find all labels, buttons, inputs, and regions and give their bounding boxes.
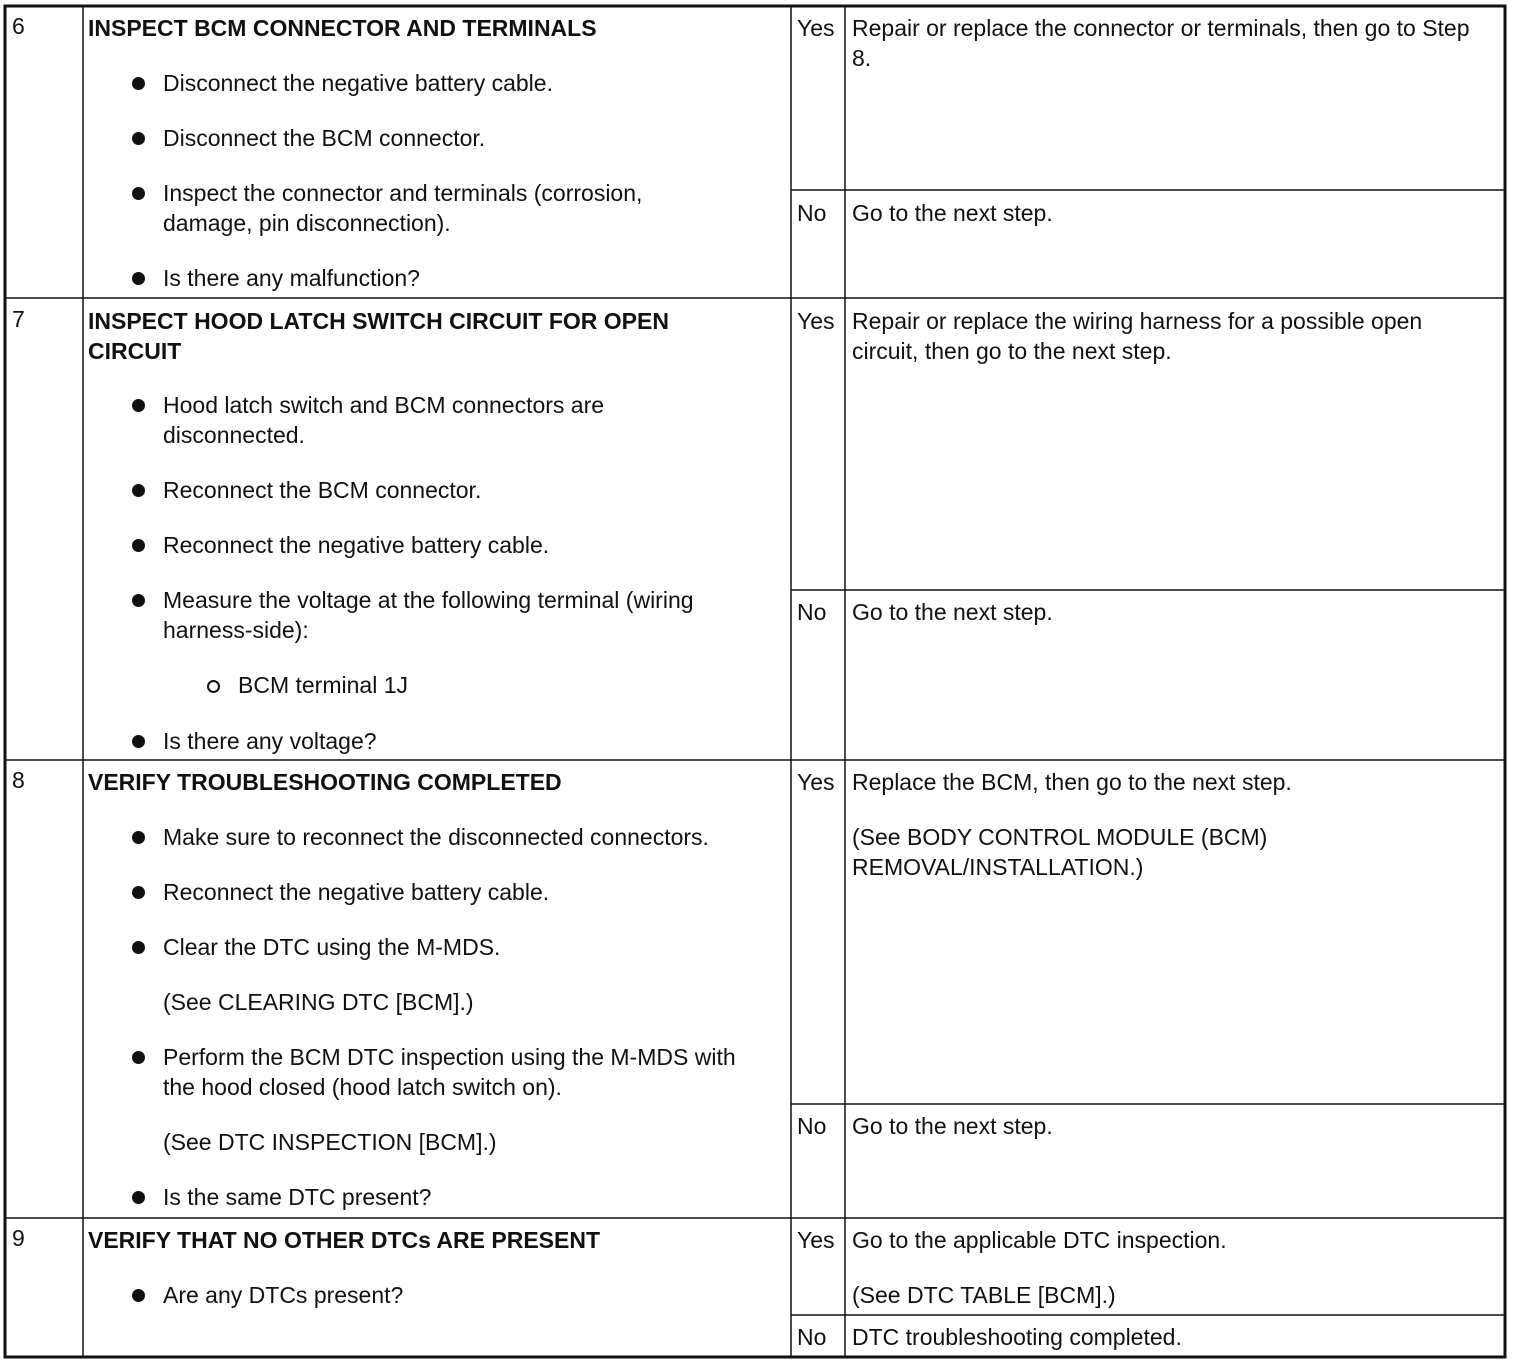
bullet-dot-icon — [132, 484, 145, 497]
sub-bullet: BCM terminal 1J — [238, 672, 408, 698]
no-label: No — [797, 200, 827, 226]
bullet-dot-icon — [132, 886, 145, 899]
step-bullet: Is the same DTC present? — [163, 1184, 432, 1210]
bullet-dot-icon — [132, 831, 145, 844]
yes-label: Yes — [797, 308, 835, 334]
bullet-dot-icon — [132, 272, 145, 285]
no-label: No — [797, 1324, 827, 1350]
step-number: 9 — [12, 1225, 25, 1251]
bullet-dot-icon — [132, 539, 145, 552]
bullet-dot-icon — [132, 1191, 145, 1204]
step-note: (See CLEARING DTC [BCM].) — [163, 989, 474, 1015]
yes-label: Yes — [797, 15, 835, 41]
bullet-dot-icon — [132, 1051, 145, 1064]
step-bullet: Clear the DTC using the M-MDS. — [163, 934, 501, 960]
yes-action: Replace the BCM, then go to the next step. — [852, 769, 1292, 795]
step-bullet: Reconnect the negative battery cable. — [163, 532, 550, 558]
no-action: Go to the next step. — [852, 200, 1053, 226]
step-bullet: Hood latch switch and BCM connectors are disconnected. — [163, 392, 605, 448]
no-action: Go to the next step. — [852, 1113, 1053, 1139]
yes-action: Repair or replace the wiring harness for a possible open circuit, then go to the next step. — [852, 308, 1423, 364]
yes-note: (See DTC TABLE [BCM].) — [852, 1282, 1116, 1308]
step-bullet: Is there any voltage? — [163, 728, 377, 754]
step-bullet: Reconnect the BCM connector. — [163, 477, 482, 503]
step-bullet: Make sure to reconnect the disconnected connectors. — [163, 824, 709, 850]
step-number: 7 — [12, 306, 25, 332]
no-label: No — [797, 599, 827, 625]
step-bullet: Inspect the connector and terminals (corrosion, damage, pin disconnection). — [163, 180, 643, 236]
step-title: INSPECT HOOD LATCH SWITCH CIRCUIT FOR OPEN CIRCUIT — [88, 308, 669, 364]
step-bullet: Measure the voltage at the following terminal (wiring harness-side): — [163, 587, 694, 643]
yes-note: (See BODY CONTROL MODULE (BCM) REMOVAL/INSTALLATION.) — [852, 824, 1268, 880]
yes-label: Yes — [797, 769, 835, 795]
bullet-dot-icon — [132, 399, 145, 412]
step-bullet: Perform the BCM DTC inspection using the M-MDS with the hood closed (hood latch switch on). — [163, 1044, 736, 1100]
bullet-dot-icon — [132, 941, 145, 954]
step-number: 8 — [12, 767, 25, 793]
step-bullet: Disconnect the negative battery cable. — [163, 70, 553, 96]
bullet-dot-icon — [132, 594, 145, 607]
sub-bullet-circle-icon — [207, 680, 220, 693]
step-bullet: Disconnect the BCM connector. — [163, 125, 486, 151]
step-bullet: Reconnect the negative battery cable. — [163, 879, 550, 905]
bullet-dot-icon — [132, 1289, 145, 1302]
step-bullet: Are any DTCs present? — [163, 1282, 404, 1308]
bullet-dot-icon — [132, 735, 145, 748]
yes-action: Go to the applicable DTC inspection. — [852, 1227, 1227, 1253]
step-number: 6 — [12, 13, 25, 39]
bullet-dot-icon — [132, 132, 145, 145]
step-note: (See DTC INSPECTION [BCM].) — [163, 1129, 497, 1155]
step-title: INSPECT BCM CONNECTOR AND TERMINALS — [88, 15, 597, 41]
bullet-dot-icon — [132, 77, 145, 90]
yes-action: Repair or replace the connector or terminals, then go to Step 8. — [852, 15, 1470, 71]
step-title: VERIFY TROUBLESHOOTING COMPLETED — [88, 769, 562, 795]
step-bullet: Is there any malfunction? — [163, 265, 420, 291]
bullet-dot-icon — [132, 187, 145, 200]
no-label: No — [797, 1113, 827, 1139]
no-action: DTC troubleshooting completed. — [852, 1324, 1182, 1350]
no-action: Go to the next step. — [852, 599, 1053, 625]
yes-label: Yes — [797, 1227, 835, 1253]
step-title: VERIFY THAT NO OTHER DTCs ARE PRESENT — [88, 1227, 601, 1253]
